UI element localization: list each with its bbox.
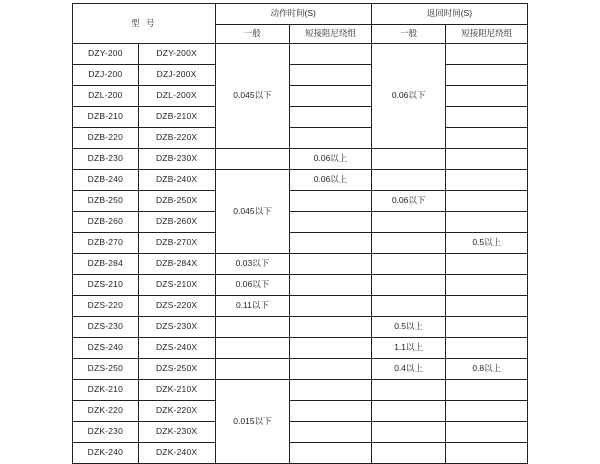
table-row <box>73 380 528 401</box>
action-damper-value <box>290 107 371 128</box>
model-code-a: DZL-200 <box>73 86 139 107</box>
table-row <box>73 149 528 170</box>
return-normal-value: 1.1以上 <box>371 338 446 359</box>
table-row <box>73 422 528 443</box>
return-normal-value: 0.06以下 <box>371 191 446 212</box>
model-code-a: DZB-270 <box>73 233 139 254</box>
action-normal-value: 0.11以下 <box>215 296 290 317</box>
return-damper-value <box>446 443 528 464</box>
table-row <box>73 191 528 212</box>
table-row <box>73 44 528 65</box>
model-code-a: DZB-230 <box>73 149 139 170</box>
model-code-a: DZB-284 <box>73 254 139 275</box>
header-return-time: 返回时间(S) <box>371 4 527 25</box>
spec-table-container <box>72 3 528 458</box>
return-normal-value <box>371 422 446 443</box>
return-damper-value <box>446 254 528 275</box>
return-damper-value <box>446 128 528 149</box>
model-code-a: DZK-230 <box>73 422 139 443</box>
action-normal-value <box>215 359 290 380</box>
model-code-a: DZJ-200 <box>73 65 139 86</box>
model-code-a: DZB-240 <box>73 170 139 191</box>
return-normal-value: 0.4以上 <box>371 359 446 380</box>
return-damper-value <box>446 380 528 401</box>
action-damper-value <box>290 422 371 443</box>
action-normal-value: 0.045以下 <box>215 44 290 149</box>
table-row <box>73 275 528 296</box>
action-damper-value <box>290 254 371 275</box>
model-code-a: DZK-240 <box>73 443 139 464</box>
model-code-b: DZK-240X <box>138 443 215 464</box>
return-normal-value: 0.5以上 <box>371 317 446 338</box>
model-code-b: DZS-240X <box>138 338 215 359</box>
model-code-b: DZB-220X <box>138 128 215 149</box>
action-damper-value <box>290 401 371 422</box>
action-damper-value <box>290 359 371 380</box>
return-normal-value <box>371 254 446 275</box>
return-damper-value <box>446 338 528 359</box>
model-code-b: DZB-270X <box>138 233 215 254</box>
action-damper-value <box>290 233 371 254</box>
return-damper-value <box>446 107 528 128</box>
action-damper-value <box>290 380 371 401</box>
table-row <box>73 359 528 380</box>
model-code-a: DZK-220 <box>73 401 139 422</box>
action-normal-value: 0.03以下 <box>215 254 290 275</box>
header-action-damper: 短接阻尼绕组 <box>290 25 371 44</box>
return-damper-value <box>446 65 528 86</box>
model-code-b: DZS-250X <box>138 359 215 380</box>
action-damper-value <box>290 86 371 107</box>
model-code-b: DZK-230X <box>138 422 215 443</box>
action-damper-value: 0.06以上 <box>290 170 371 191</box>
header-type: 型 号 <box>73 4 216 44</box>
model-code-a: DZS-210 <box>73 275 139 296</box>
return-normal-value <box>371 149 446 170</box>
action-normal-value: 0.015以下 <box>215 380 290 464</box>
model-code-b: DZS-210X <box>138 275 215 296</box>
return-damper-value: 0.8以上 <box>446 359 528 380</box>
table-row <box>73 443 528 464</box>
return-damper-value <box>446 296 528 317</box>
action-damper-value <box>290 338 371 359</box>
model-code-b: DZB-260X <box>138 212 215 233</box>
table-row <box>73 296 528 317</box>
header-action-normal: 一般 <box>215 25 290 44</box>
return-damper-value <box>446 44 528 65</box>
action-damper-value <box>290 44 371 65</box>
table-header-row-top <box>73 4 528 25</box>
return-damper-value <box>446 275 528 296</box>
header-return-damper: 短接阻尼绕组 <box>446 25 528 44</box>
model-code-b: DZB-250X <box>138 191 215 212</box>
action-damper-value <box>290 191 371 212</box>
action-normal-value: 0.045以下 <box>215 170 290 254</box>
model-code-b: DZB-230X <box>138 149 215 170</box>
model-code-a: DZB-250 <box>73 191 139 212</box>
model-code-b: DZJ-200X <box>138 65 215 86</box>
action-damper-value <box>290 443 371 464</box>
action-damper-value <box>290 296 371 317</box>
model-code-b: DZY-200X <box>138 44 215 65</box>
table-row <box>73 212 528 233</box>
return-damper-value <box>446 317 528 338</box>
table-row <box>73 317 528 338</box>
table-row <box>73 86 528 107</box>
model-code-b: DZK-220X <box>138 401 215 422</box>
return-normal-value <box>371 233 446 254</box>
model-code-a: DZB-220 <box>73 128 139 149</box>
return-normal-value <box>371 401 446 422</box>
table-row <box>73 338 528 359</box>
action-normal-value <box>215 338 290 359</box>
action-damper-value <box>290 212 371 233</box>
action-damper-value: 0.06以上 <box>290 149 371 170</box>
table-row <box>73 233 528 254</box>
model-code-b: DZL-200X <box>138 86 215 107</box>
model-code-b: DZK-210X <box>138 380 215 401</box>
model-code-b: DZS-230X <box>138 317 215 338</box>
return-damper-value <box>446 191 528 212</box>
return-damper-value <box>446 422 528 443</box>
action-normal-value <box>215 317 290 338</box>
return-normal-value <box>371 170 446 191</box>
model-code-a: DZB-210 <box>73 107 139 128</box>
return-damper-value <box>446 401 528 422</box>
model-code-a: DZB-260 <box>73 212 139 233</box>
action-damper-value <box>290 128 371 149</box>
table-row <box>73 170 528 191</box>
model-code-a: DZY-200 <box>73 44 139 65</box>
return-normal-value <box>371 212 446 233</box>
return-normal-value <box>371 380 446 401</box>
model-code-b: DZB-284X <box>138 254 215 275</box>
model-code-b: DZS-220X <box>138 296 215 317</box>
return-damper-value <box>446 170 528 191</box>
relay-time-spec-table <box>72 3 528 464</box>
model-code-a: DZK-210 <box>73 380 139 401</box>
header-return-normal: 一般 <box>371 25 446 44</box>
action-damper-value <box>290 65 371 86</box>
return-normal-value <box>371 296 446 317</box>
header-action-time: 动作时间(S) <box>215 4 371 25</box>
return-normal-value: 0.06以下 <box>371 44 446 149</box>
return-normal-value <box>371 443 446 464</box>
model-code-a: DZS-220 <box>73 296 139 317</box>
model-code-b: DZB-240X <box>138 170 215 191</box>
table-row <box>73 254 528 275</box>
table-row <box>73 65 528 86</box>
return-damper-value <box>446 86 528 107</box>
action-normal-value <box>215 149 290 170</box>
model-code-a: DZS-240 <box>73 338 139 359</box>
action-damper-value <box>290 317 371 338</box>
return-damper-value <box>446 212 528 233</box>
action-damper-value <box>290 275 371 296</box>
table-row <box>73 401 528 422</box>
return-normal-value <box>371 275 446 296</box>
table-row <box>73 128 528 149</box>
action-normal-value: 0.06以下 <box>215 275 290 296</box>
model-code-a: DZS-230 <box>73 317 139 338</box>
model-code-b: DZB-210X <box>138 107 215 128</box>
return-damper-value: 0.5以上 <box>446 233 528 254</box>
model-code-a: DZS-250 <box>73 359 139 380</box>
table-row <box>73 107 528 128</box>
return-damper-value <box>446 149 528 170</box>
